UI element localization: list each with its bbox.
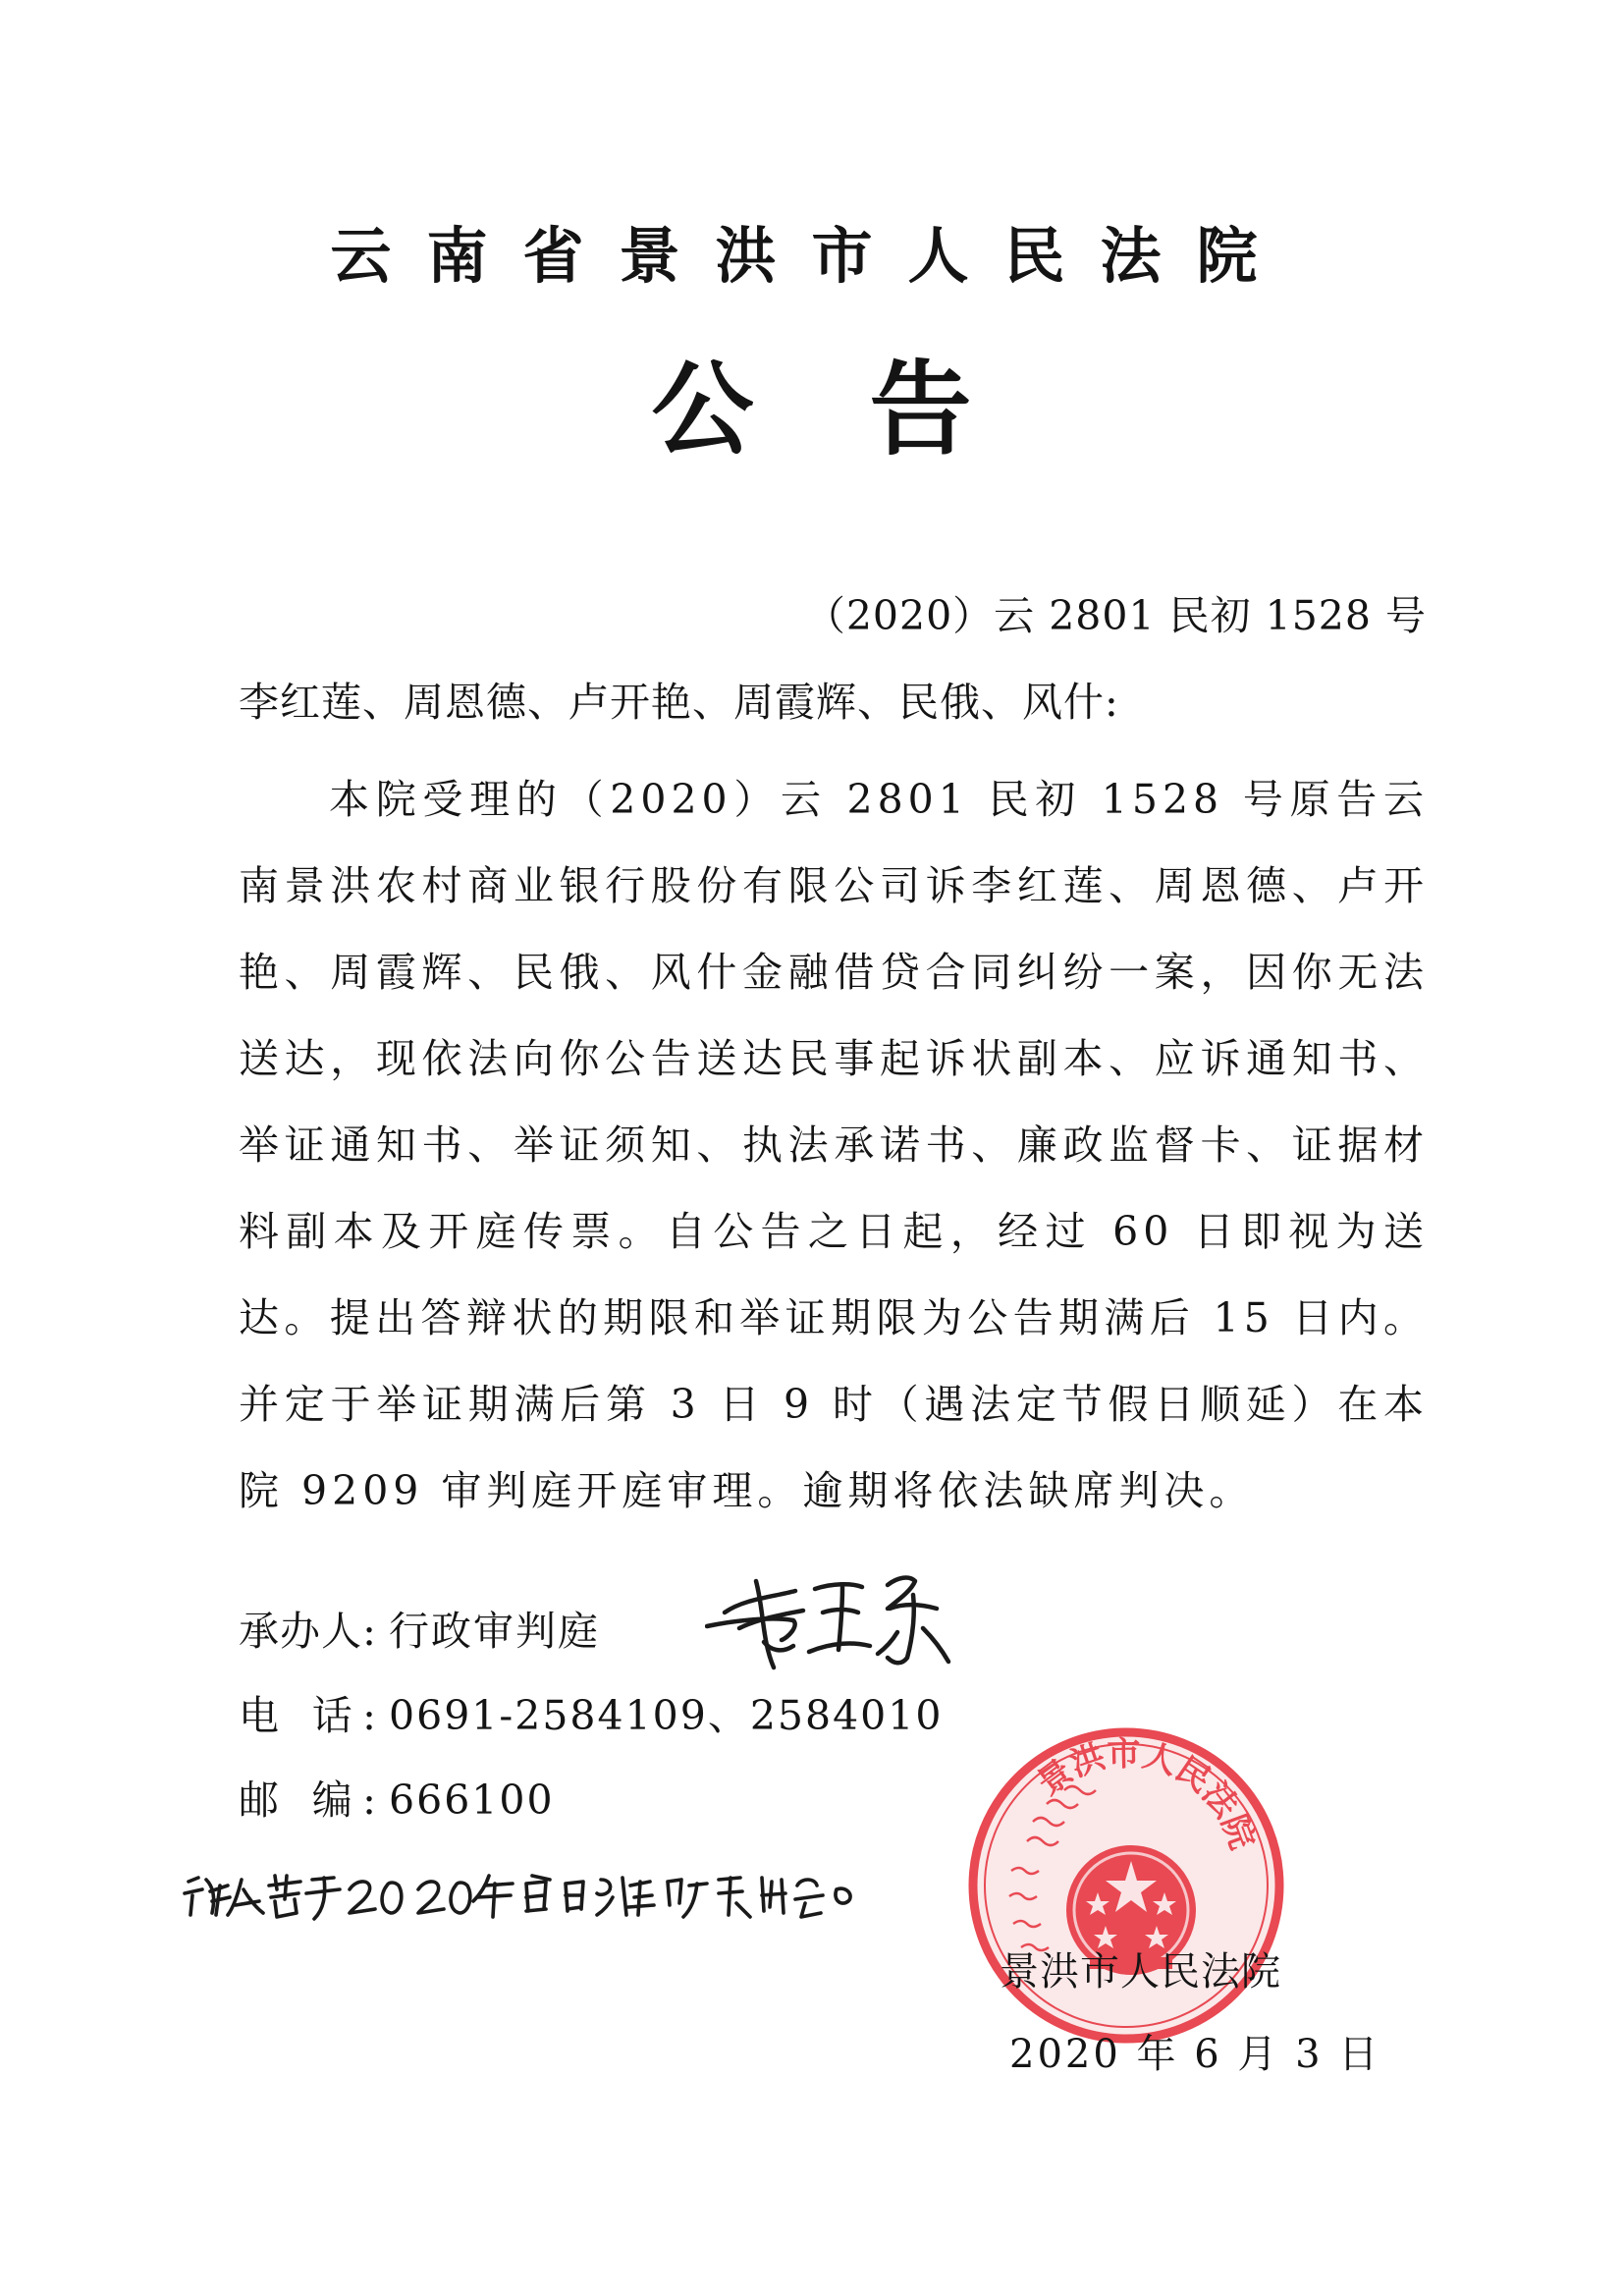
document-title: 公告 <box>651 350 1088 469</box>
postcode-label: 邮 编: <box>239 1777 376 1824</box>
court-name-heading: 云南省景洪市人民法院 <box>330 220 1293 292</box>
contact-undertaker <box>239 1599 600 1664</box>
issue-date: 2020 年 6 月 3 日 <box>1009 2032 1381 2077</box>
postcode-value: 666100 <box>389 1777 555 1824</box>
contact-postcode <box>239 1768 555 1832</box>
case-number: （2020）云 2801 民初 1528 号 <box>804 592 1427 639</box>
phone-value: 0691-2584109、2584010 <box>389 1692 944 1739</box>
undertaker-value: 行政审判庭 <box>389 1608 601 1655</box>
handwritten-signature <box>705 1552 960 1679</box>
notice-body: 本院受理的（2020）云 2801 民初 1528 号原告云南景洪农村商业银行股份有限公司诉李红莲、周恩德、卢开艳、周霞辉、民俄、风什金融借贷合同纠纷一案，因你无法送达，现依法向你公告送达民事起诉状副本、应诉通知书、举证通知书、举证须知、执法承诺书、廉政监督卡、证据材料副本及开庭传票。自公告之日起，经过 60 日即视为送达。提出答辩状的期限和举证期限为公告期满后 15 日内。并定于举证期满后第 3 日 9 时（遇法定节假日顺延）在本院 9209 审判庭开庭审理。逾期将依法缺席判决。 <box>239 776 1429 1514</box>
issuing-court: 景洪市人民法院 <box>1000 1949 1281 1995</box>
addressees: 李红莲、周恩德、卢开艳、周霞辉、民俄、风什: <box>239 679 1119 726</box>
undertaker-label: 承办人: <box>239 1608 376 1655</box>
phone-label: 电 话: <box>239 1692 376 1739</box>
contact-phone <box>239 1683 943 1748</box>
svg-text:景洪市人民法院: 景洪市人民法院 <box>1030 1734 1263 1855</box>
handwritten-posting-note <box>177 1856 864 1925</box>
